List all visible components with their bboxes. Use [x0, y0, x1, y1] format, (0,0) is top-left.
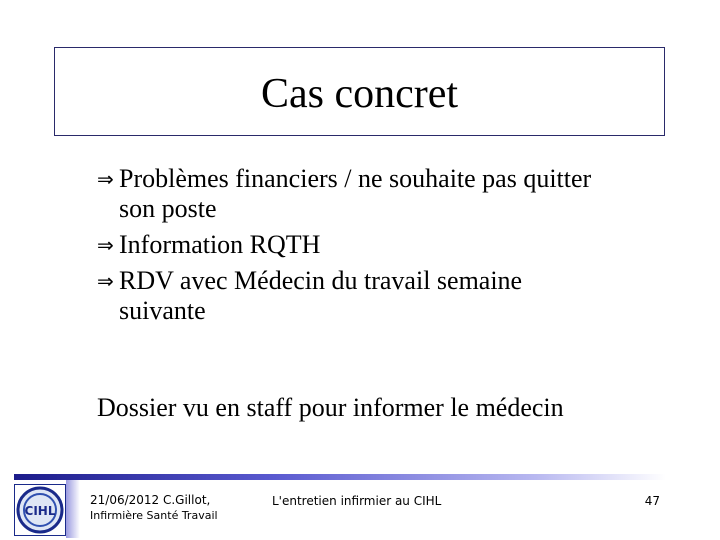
- bullet-text: RDV avec Médecin du travail semaine: [119, 266, 523, 295]
- title-box: [54, 47, 665, 136]
- cihl-logo-icon: [14, 484, 66, 536]
- bullet-list: [97, 164, 677, 332]
- logo-lettering: CIHL: [24, 504, 56, 518]
- implies-arrow-icon: ⇒: [97, 167, 114, 191]
- slide-title: Cas concret: [260, 71, 459, 117]
- bullet-text-continued: son poste: [119, 194, 217, 223]
- bullet-item: [97, 164, 677, 224]
- logo-edge-gradient: [66, 480, 80, 538]
- bullet-text-continued: suivante: [119, 296, 206, 325]
- bullet-item: [97, 266, 677, 326]
- footer-role: Infirmière Santé Travail: [90, 509, 218, 522]
- staff-note: Dossier vu en staff pour informer le médecin: [97, 393, 564, 422]
- implies-arrow-icon: ⇒: [97, 233, 114, 257]
- footer-author: [90, 493, 218, 523]
- bullet-text: Problèmes financiers / ne souhaite pas quitter: [119, 164, 592, 193]
- bullet-item: [97, 230, 677, 260]
- footer-gradient-line: [14, 474, 666, 480]
- bullet-text: Information RQTH: [119, 230, 321, 259]
- footer-title: L'entretien infirmier au CIHL: [272, 494, 442, 508]
- page-number: 47: [644, 494, 660, 508]
- footer-date-author: 21/06/2012 C.Gillot,: [90, 493, 211, 507]
- implies-arrow-icon: ⇒: [97, 269, 114, 293]
